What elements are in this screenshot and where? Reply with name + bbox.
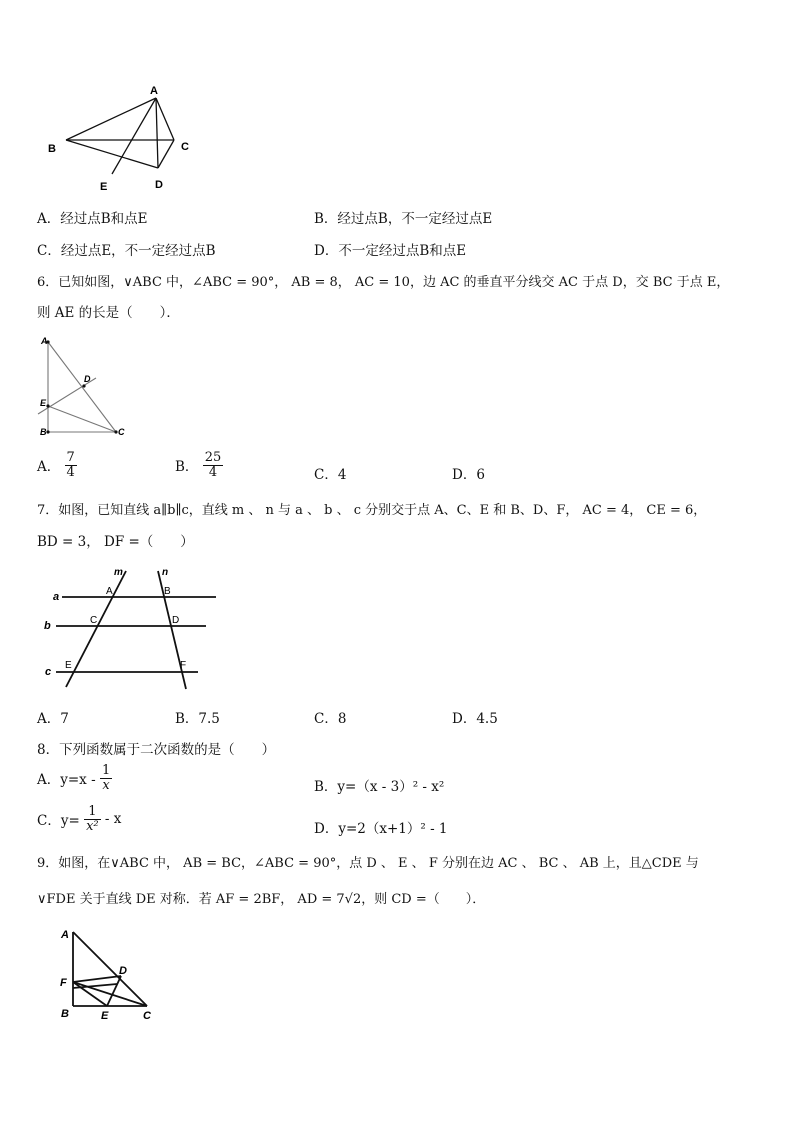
q8-option-c-label: C．y= [37, 813, 80, 830]
fig7-label-e: E [65, 660, 72, 671]
q7-option-a[interactable]: A．7 [37, 711, 69, 727]
fig7-label-f: F [180, 660, 187, 671]
fig5-label-b: B [48, 143, 56, 155]
fig7-label-m: m [114, 567, 123, 578]
q5-option-a[interactable]: A．经过点B和点E [37, 211, 148, 227]
q8-option-a-label: A．y=x - [37, 772, 100, 789]
fig6-label-d: D [84, 374, 91, 384]
fig7-label-a: A [106, 586, 113, 597]
q5-option-c[interactable]: C．经过点E，不一定经过点B [37, 243, 216, 259]
q6-figure [36, 334, 136, 442]
fig5-label-a: A [150, 85, 158, 97]
q6-option-b-numerator: 25 [204, 450, 222, 465]
q9-stem-line1: 9．如图，在∨ABC 中， AB = BC，∠ABC = 90°，点 D 、 E 、 F 分别在边 AC 、 BC 、 AB 上，且△CDE 与 [37, 856, 699, 871]
q6-option-b-denominator: 4 [208, 464, 218, 480]
fig5-label-c: C [181, 141, 189, 153]
fig9-label-b: B [61, 1008, 69, 1020]
q5-option-d[interactable]: D．不一定经过点B和点E [314, 243, 467, 259]
q8-option-c-denominator: x² [86, 818, 99, 834]
fig9-label-c: C [143, 1010, 151, 1022]
fig7-label-d: D [172, 615, 180, 626]
fig7-label-c: C [90, 615, 98, 626]
fig9-label-d: D [119, 965, 127, 977]
fig7-label-n: n [162, 567, 169, 578]
q8-option-c-fraction [84, 805, 101, 833]
q7-option-c[interactable]: C．8 [314, 711, 347, 727]
fig6-label-a: A [41, 336, 48, 346]
q8-option-c[interactable] [37, 805, 121, 833]
fig9-label-a: A [61, 929, 69, 941]
fig6-label-c: C [118, 427, 125, 437]
fig9-label-e: E [101, 1010, 109, 1022]
q7-stem-line2: BD = 3， DF =（ ） [37, 534, 194, 550]
q6-option-a-label: A． [37, 459, 61, 476]
q8-stem: 8．下列函数属于二次函数的是（ ） [37, 742, 276, 758]
q5-figure [40, 82, 210, 194]
q8-option-a-numerator: 1 [101, 763, 111, 778]
q8-option-a-fraction [100, 764, 112, 792]
q6-option-d[interactable]: D．6 [452, 467, 485, 483]
q6-option-c[interactable]: C．4 [314, 467, 347, 483]
q6-stem-line1: 6．已知如图，∨ABC 中，∠ABC = 90°， AB = 8， AC = 10，边 AC 的垂直平分线交 AC 于点 D，交 BC 于点 E， [37, 275, 730, 290]
fig7-label-line-a: a [53, 591, 60, 603]
q8-option-a[interactable] [37, 764, 112, 792]
q9-stem-line2: ∨FDE 关于直线 DE 对称．若 AF = 2BF， AD = 7√2，则 CD =（ ）． [37, 892, 486, 907]
q7-figure [40, 563, 225, 695]
q6-option-a[interactable] [37, 451, 77, 479]
q8-option-b[interactable]: B．y=（x - 3）² - x² [314, 779, 445, 795]
q6-option-a-fraction [65, 451, 77, 479]
q8-option-d[interactable]: D．y=2（x+1）² - 1 [314, 821, 448, 837]
fig7-label-line-c: c [45, 666, 52, 678]
fig9-label-f: F [60, 977, 67, 989]
q7-option-b[interactable]: B．7.5 [175, 711, 220, 727]
q9-figure [55, 922, 165, 1028]
q6-option-a-numerator: 7 [66, 450, 75, 465]
fig7-label-line-b: b [44, 620, 51, 632]
q6-stem-line2: 则 AE 的长是（ ）． [37, 305, 180, 321]
fig7-label-b: B [164, 586, 171, 597]
fig5-label-e: E [100, 181, 108, 193]
q7-option-d[interactable]: D．4.5 [452, 711, 498, 727]
q6-option-a-denominator: 4 [66, 464, 75, 480]
q8-option-c-numerator: 1 [84, 805, 101, 820]
fig6-label-e: E [40, 398, 47, 408]
q6-option-b[interactable] [175, 451, 223, 479]
q7-stem-line1: 7．如图，已知直线 a∥b∥c，直线 m 、 n 与 a 、 b 、 c 分别交于点 A、C、E 和 B、D、F， AC = 4， CE = 6， [37, 503, 707, 518]
fig6-label-b: B [40, 427, 47, 437]
q8-option-c-suffix: - x [104, 811, 122, 828]
q5-option-b[interactable]: B．经过点B，不一定经过点E [314, 211, 493, 227]
q8-option-a-denominator: x [102, 777, 110, 793]
q6-option-b-label: B． [175, 459, 199, 476]
fig5-label-d: D [155, 179, 163, 191]
q6-option-b-fraction [203, 451, 224, 479]
